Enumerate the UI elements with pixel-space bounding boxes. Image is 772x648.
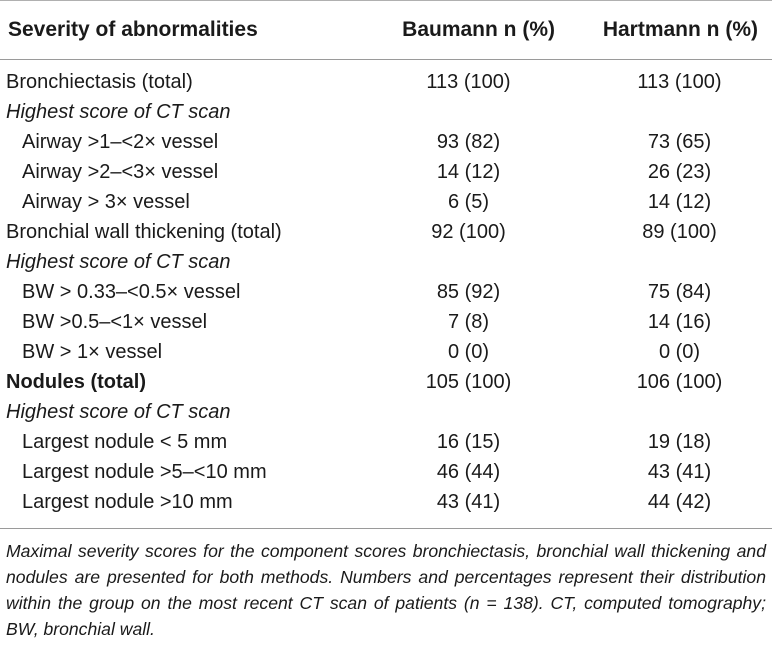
row-label: Airway >2–<3× vessel [22,160,219,183]
table-row [0,367,772,397]
baumann-value: 92 (100) [431,220,506,243]
hartmann-value: 14 (16) [647,310,712,333]
row-label: BW > 0.33–<0.5× vessel [22,280,241,303]
bottom-rule [0,528,772,529]
table-row [0,127,772,157]
hartmann-value: 19 (18) [647,430,712,453]
hartmann-value [571,397,772,427]
table-row [0,157,772,187]
table-row [0,217,772,247]
hartmann-value: 89 (100) [642,220,717,243]
row-label: BW >0.5–<1× vessel [22,310,208,333]
table-row [0,457,772,487]
row-label: Nodules (total) [6,370,146,393]
header-baumann: Baumann n (%) [402,17,555,41]
table-row [0,97,772,127]
row-label: BW > 1× vessel [22,340,163,363]
hartmann-value: 14 (12) [647,190,712,213]
table-row [0,247,772,277]
table-row [0,427,772,457]
hartmann-value [571,97,772,127]
row-label: Largest nodule < 5 mm [22,430,228,453]
table-row [0,487,772,517]
table-footnote: Maximal severity scores for the component scores bronchiectasis, bronchial wall thickening and nodules are presented for both methods. Numbers and percentages represent their distribution within the group on the most recent CT scan of patients (n = 138). CT, computed tomography; BW, bronchial wall. [6,541,766,639]
hartmann-value: 113 (100) [637,70,722,93]
baumann-value [330,97,571,127]
row-label: Largest nodule >10 mm [22,490,233,513]
hartmann-value: 43 (41) [647,460,712,483]
table-row [0,307,772,337]
hartmann-value [571,247,772,277]
row-label: Highest score of CT scan [6,250,231,273]
table-row [0,187,772,217]
header-severity: Severity of abnormalities [8,17,258,41]
baumann-value: 6 (5) [447,190,490,213]
header-row [0,0,772,59]
table-row [0,277,772,307]
baumann-value: 7 (8) [447,310,490,333]
baumann-value: 93 (82) [436,130,501,153]
baumann-value: 14 (12) [436,160,501,183]
row-label: Largest nodule >5–<10 mm [22,460,267,483]
baumann-value [330,397,571,427]
baumann-value: 0 (0) [447,340,490,363]
row-label: Highest score of CT scan [6,400,231,423]
baumann-value: 46 (44) [436,460,501,483]
hartmann-value: 0 (0) [658,340,701,363]
header-rule [0,59,772,60]
baumann-value: 105 (100) [425,370,512,393]
hartmann-value: 75 (84) [647,280,712,303]
table-row [0,59,772,97]
row-label: Highest score of CT scan [6,100,231,123]
hartmann-value: 106 (100) [636,370,723,393]
baumann-value: 43 (41) [436,490,501,513]
baumann-value: 85 (92) [436,280,501,303]
table-row [0,397,772,427]
row-label: Bronchial wall thickening (total) [6,220,282,243]
baumann-value [330,247,571,277]
row-label: Bronchiectasis (total) [6,70,193,93]
hartmann-value: 26 (23) [647,160,712,183]
row-label: Airway > 3× vessel [22,190,190,213]
row-label: Airway >1–<2× vessel [22,130,219,153]
hartmann-value: 44 (42) [647,490,712,513]
header-hartmann: Hartmann n (%) [602,17,758,41]
baumann-value: 113 (100) [426,70,511,93]
baumann-value: 16 (15) [436,430,501,453]
table-row [0,337,772,367]
hartmann-value: 73 (65) [647,130,712,153]
